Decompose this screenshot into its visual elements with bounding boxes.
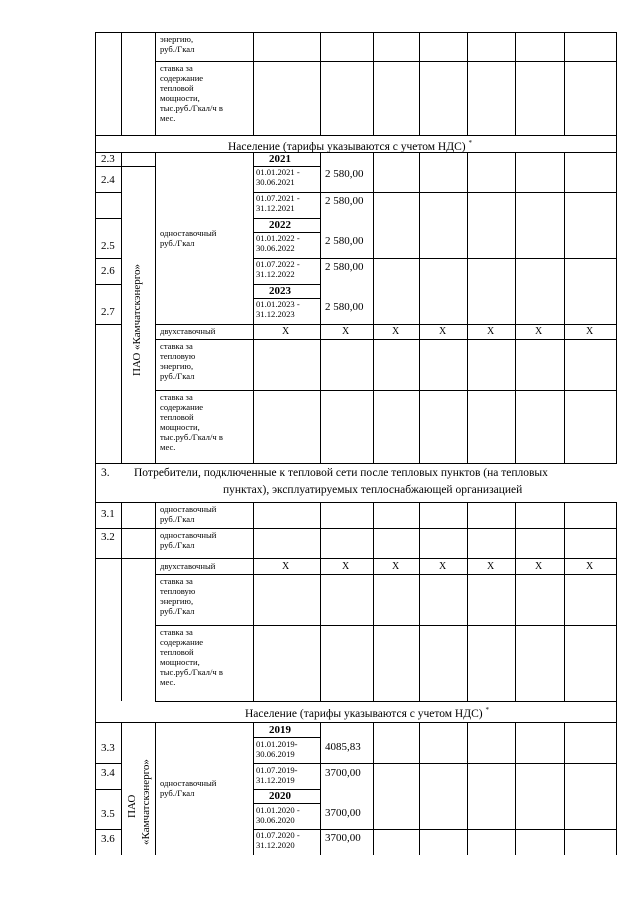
row-number: 2.7 bbox=[101, 306, 115, 318]
tariff-value: 3700,00 bbox=[325, 807, 361, 819]
rule bbox=[95, 218, 121, 219]
rule bbox=[419, 152, 420, 463]
year-heading: 2022 bbox=[269, 219, 291, 231]
rule bbox=[253, 737, 321, 738]
population-header: Население (тарифы указываются с учетом НДС) * bbox=[228, 139, 472, 153]
org-name-vertical: ПАО «Камчатскэнерго» bbox=[131, 264, 143, 376]
x-mark: X bbox=[586, 326, 594, 337]
x-mark: X bbox=[535, 561, 543, 572]
single-rate-label: одноставочный руб./Гкал bbox=[160, 228, 217, 249]
rule bbox=[467, 722, 468, 855]
row-number: 3.3 bbox=[101, 742, 115, 754]
rule bbox=[155, 722, 156, 855]
rule bbox=[467, 502, 468, 701]
section-title: Потребители, подключенные к тепловой сети после тепловых пунктов (на тепловых bbox=[134, 467, 548, 479]
capacity-rate-label: ставка за содержание тепловой мощности, тыс.руб./Гкал/ч в мес. bbox=[160, 63, 223, 124]
section-number: 3. bbox=[101, 467, 110, 479]
period-cell: 01.01.2020 - 30.06.2020 bbox=[256, 805, 300, 826]
rule bbox=[253, 763, 617, 764]
period-cell: 01.01.2023 - 31.12.2023 bbox=[256, 299, 300, 320]
rule bbox=[515, 32, 516, 135]
rule bbox=[95, 829, 121, 830]
rule bbox=[515, 502, 516, 701]
single-rate-label: одноставочный руб./Гкал bbox=[160, 530, 217, 551]
rule bbox=[95, 166, 155, 167]
rule bbox=[515, 152, 516, 463]
rule bbox=[419, 722, 420, 855]
period-cell: 01.01.2021 - 30.06.2021 bbox=[256, 167, 300, 188]
rule bbox=[121, 502, 122, 701]
year-heading: 2020 bbox=[269, 790, 291, 802]
rule bbox=[373, 502, 374, 701]
rule bbox=[155, 152, 156, 463]
tariff-value: 3700,00 bbox=[325, 767, 361, 779]
year-heading: 2019 bbox=[269, 724, 291, 736]
section-title: пунктах), эксплуатируемых теплоснабжающей организацией bbox=[223, 484, 523, 496]
x-mark: X bbox=[487, 561, 495, 572]
rule bbox=[253, 722, 254, 855]
x-mark: X bbox=[282, 326, 290, 337]
capacity-rate-label: ставка за содержание тепловой мощности, тыс.руб./Гкал/ч в мес. bbox=[160, 392, 223, 453]
row-number: 2.3 bbox=[101, 153, 115, 165]
rule bbox=[253, 152, 254, 463]
x-mark: X bbox=[282, 561, 290, 572]
rule bbox=[155, 324, 617, 325]
rule bbox=[564, 152, 565, 463]
x-mark: X bbox=[487, 326, 495, 337]
x-mark: X bbox=[392, 326, 400, 337]
rule bbox=[515, 722, 516, 855]
rule bbox=[95, 763, 121, 764]
rule bbox=[155, 502, 156, 701]
x-mark: X bbox=[392, 561, 400, 572]
row-number: 3.4 bbox=[101, 767, 115, 779]
year-heading: 2021 bbox=[269, 153, 291, 165]
row-number: 3.1 bbox=[101, 508, 115, 520]
tariff-value: 2 580,00 bbox=[325, 301, 364, 313]
rule bbox=[95, 32, 617, 33]
x-mark: X bbox=[439, 561, 447, 572]
org-name-vertical: ПАО bbox=[126, 794, 138, 818]
year-heading: 2023 bbox=[269, 285, 291, 297]
rule bbox=[155, 701, 617, 702]
row-number: 3.5 bbox=[101, 808, 115, 820]
rule bbox=[253, 829, 617, 830]
x-mark: X bbox=[342, 561, 350, 572]
rule bbox=[95, 32, 96, 855]
row-number: 2.4 bbox=[101, 174, 115, 186]
row-number: 3.2 bbox=[101, 531, 115, 543]
rule bbox=[253, 192, 617, 193]
rule bbox=[95, 258, 121, 259]
rule bbox=[121, 32, 122, 135]
tariff-value: 2 580,00 bbox=[325, 168, 364, 180]
row-number: 2.5 bbox=[101, 240, 115, 252]
rule bbox=[95, 558, 617, 559]
rule bbox=[564, 502, 565, 701]
rule bbox=[155, 625, 617, 626]
x-mark: X bbox=[535, 326, 543, 337]
rule bbox=[467, 32, 468, 135]
energy-rate-label: энергию, руб./Гкал bbox=[160, 34, 195, 55]
tariff-value: 2 580,00 bbox=[325, 235, 364, 247]
rule bbox=[95, 463, 617, 464]
rule bbox=[95, 528, 617, 529]
rule bbox=[320, 152, 321, 463]
rule bbox=[121, 722, 122, 855]
rule bbox=[253, 803, 321, 804]
rule bbox=[616, 502, 617, 855]
rule bbox=[320, 502, 321, 701]
rule bbox=[95, 502, 617, 503]
rule bbox=[616, 32, 617, 463]
rule bbox=[253, 32, 254, 135]
rule bbox=[155, 574, 617, 575]
single-rate-label: одноставочный руб./Гкал bbox=[160, 778, 217, 799]
rule bbox=[564, 722, 565, 855]
single-rate-label: одноставочный руб./Гкал bbox=[160, 504, 217, 525]
tariff-value: 4085,83 bbox=[325, 741, 361, 753]
period-cell: 01.07.2021 - 31.12.2021 bbox=[256, 193, 300, 214]
rule bbox=[373, 32, 374, 135]
x-mark: X bbox=[586, 561, 594, 572]
rule bbox=[95, 192, 121, 193]
period-cell: 01.01.2019- 30.06.2019 bbox=[256, 739, 298, 760]
rule bbox=[373, 722, 374, 855]
population-header: Население (тарифы указываются с учетом НДС) * bbox=[245, 706, 489, 720]
tariff-value: 3700,00 bbox=[325, 832, 361, 844]
rule bbox=[320, 32, 321, 135]
row-number: 3.6 bbox=[101, 833, 115, 845]
period-cell: 01.01.2022 - 30.06.2022 bbox=[256, 233, 300, 254]
tariff-value: 2 580,00 bbox=[325, 261, 364, 273]
rule bbox=[419, 32, 420, 135]
x-mark: X bbox=[342, 326, 350, 337]
rule bbox=[253, 258, 617, 259]
tariff-value: 2 580,00 bbox=[325, 195, 364, 207]
rule bbox=[155, 390, 617, 391]
x-mark: X bbox=[439, 326, 447, 337]
rule bbox=[419, 502, 420, 701]
capacity-rate-label: ставка за содержание тепловой мощности, тыс.руб./Гкал/ч в мес. bbox=[160, 627, 223, 688]
rule bbox=[155, 32, 156, 135]
org-name-vertical: «Камчатскэнерго» bbox=[140, 759, 152, 845]
rule bbox=[467, 152, 468, 463]
two-rate-label: двухставочный bbox=[160, 326, 216, 336]
rule bbox=[95, 324, 121, 325]
rule bbox=[155, 339, 617, 340]
rule bbox=[155, 61, 617, 62]
rule bbox=[95, 722, 617, 723]
energy-rate-label: ставка за тепловую энергию, руб./Гкал bbox=[160, 341, 196, 382]
rule bbox=[95, 284, 121, 285]
two-rate-label: двухставочный bbox=[160, 561, 216, 571]
period-cell: 01.07.2019- 31.12.2019 bbox=[256, 765, 298, 786]
rule bbox=[253, 502, 254, 701]
rule bbox=[320, 722, 321, 855]
rule bbox=[564, 32, 565, 135]
period-cell: 01.07.2020 - 31.12.2020 bbox=[256, 830, 300, 851]
rule bbox=[373, 152, 374, 463]
row-number: 2.6 bbox=[101, 265, 115, 277]
energy-rate-label: ставка за тепловую энергию, руб./Гкал bbox=[160, 576, 196, 617]
rule bbox=[95, 789, 121, 790]
rule bbox=[121, 152, 122, 463]
period-cell: 01.07.2022 - 31.12.2022 bbox=[256, 259, 300, 280]
